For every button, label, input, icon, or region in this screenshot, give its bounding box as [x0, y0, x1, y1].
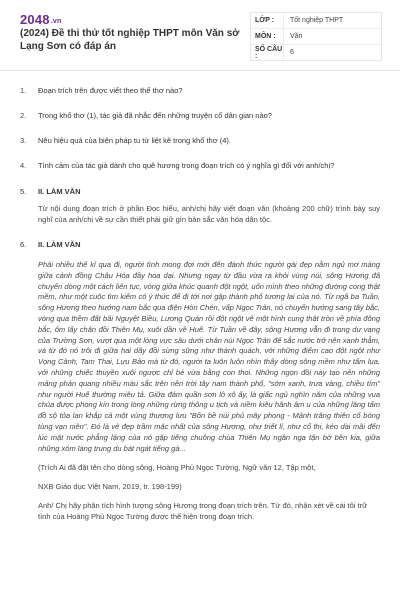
question-item — [20, 135, 380, 146]
excerpt-source: (Trích Ai đã đặt tên cho dòng sông, Hoàng Phủ Ngọc Tường, Ngữ văn 12, Tập một, — [38, 463, 316, 473]
meta-key: SỐ CÂU : — [251, 45, 284, 60]
question-text: Tình cảm của tác giả dành cho quê hương trong đoạn trích có ý nghĩa gì đối với anh/chị? — [38, 161, 335, 170]
section-heading — [20, 186, 380, 197]
question-item — [20, 160, 380, 171]
question-number: 4. — [20, 161, 27, 170]
section-heading — [20, 239, 380, 250]
question-item — [20, 110, 380, 121]
meta-row-subject — [251, 29, 381, 45]
section-title: II. LÀM VĂN — [38, 187, 81, 196]
site-logo[interactable] — [20, 12, 61, 27]
excerpt-publisher: NXB Giáo dục Việt Nam, 2019, tr. 198-199) — [38, 482, 182, 492]
meta-row-count — [251, 45, 381, 60]
logo-suffix: .vn — [50, 18, 62, 25]
meta-key: LỚP : — [251, 13, 284, 28]
literary-excerpt: Phải nhiều thế kỉ qua đi, người tình mong đợi mới đến đánh thức người gái đẹp nằm ngủ mơ màng giữa cánh đồng Châu Hóa đầy hoa dại. Nhưng ngay từ đầu vừa ra khỏi vùng núi, sông Hương đã chuyển dòng một cách liên tục, vòng giữa khúc quanh đột ngột, uốn mình theo những đường cong thật mềm, như một cuộc tìm kiếm có ý thức để đi tới nơi gặp thành phố tương lai của nó. Từ ngã ba Tuần, sông Hương theo hướng nam bắc qua điện Hòn Chén, vấp Ngọc Trản, nó chuyển hướng sang tây bắc, vòng qua thềm đất bãi Nguyệt Biều, Lương Quán rồi đột ngột vẽ một hình cung thật tròn về phía đông bắc, ôm lấy chân đồi Thiên Mụ, xuôi dần về Huế. Từ Tuần về đây, sông Hương vẫn đi trong dư vang của Trường Sơn, vượt qua một lòng vực sâu dưới chân núi Ngọc Trản để sắc nước trở nên xanh thẳm, và từ đó nó trôi đi giữa hai dãy đồi sừng sững như thành quách, với những điểm cao đột ngột như Vọng Cảnh, Tam Thai, Lựu Bảo mà từ đó, người ta luôn luôn nhìn thấy dòng sông mềm như tấm lụa, với những chiếc thuyền xuôi ngược chỉ bé vừa bằng con thoi. Những ngọn đồi này tạo nên những mảng phản quang nhiều màu sắc trên nền trời tây nam thành phố, "sớm xanh, trưa vàng, chiều tím" như người Huế thường miêu tả. Giữa đám quần sơn lô xô ấy, là giấc ngủ nghìn năm của những vua chúa được phong kín trong lòng những rừng thông u tịch và niềm kiêu hãnh âm u của những lăng tẩm đồ sộ tỏa lan khắp cả một vùng thượng lưu "Bốn bề núi phủ mây phong - Mảnh trăng thiên cổ bóng tùng vạn niên". Đó là vẻ đẹp trầm mặc nhất của sông Hương, như triết lí, như cổ thi, kéo dài mãi đến lúc mặt nước phẳng lặng của nó gặp tiếng chuông chùa Thiên Mụ ngân nga tận bờ bên kia, giữa những xóm làng trung du bát ngát tiếng gà... — [38, 260, 380, 453]
essay-prompt: Từ nội dung đoạn trích ở phần Đọc hiểu, anh/chị hãy viết đoạn văn (khoảng 200 chữ) trình bày suy nghĩ của anh/chị về sự cần thiết phải giữ gìn bản sắc văn hóa dân tộc. — [38, 204, 380, 224]
meta-value: Văn — [290, 33, 303, 40]
page-header — [0, 0, 400, 71]
question-text: Trong khổ thơ (1), tác giả đã nhắc đến những truyện cổ dân gian nào? — [38, 111, 272, 120]
section-title: II. LÀM VĂN — [38, 240, 81, 249]
meta-value: Tốt nghiệp THPT — [290, 17, 344, 24]
exam-meta-table — [250, 12, 382, 61]
logo-text: 2048 — [20, 12, 50, 27]
question-text: Nêu hiệu quả của biện pháp tu từ liệt kê trong khổ thơ (4). — [38, 136, 231, 145]
meta-row-class — [251, 13, 381, 29]
question-number: 6. — [20, 240, 27, 249]
page-title: (2024) Đề thi thử tốt nghiệp THPT môn Văn sở Lạng Sơn có đáp án — [20, 28, 240, 52]
question-number: 5. — [20, 187, 27, 196]
question-number: 3. — [20, 136, 27, 145]
question-text: Đoạn trích trên được viết theo thể thơ nào? — [38, 86, 183, 95]
meta-key: MÔN : — [251, 29, 284, 44]
meta-value: 6 — [290, 49, 294, 56]
question-number: 1. — [20, 86, 27, 95]
question-item — [20, 85, 380, 96]
question-list — [0, 85, 400, 522]
essay-task: Anh/ Chị hãy phân tích hình tượng sông Hương trong đoạn trích trên. Từ đó, nhận xét về cái tôi trữ tình của Hoàng Phủ Ngọc Tường được thể hiện trong đoạn trích. — [38, 501, 368, 522]
question-number: 2. — [20, 111, 27, 120]
